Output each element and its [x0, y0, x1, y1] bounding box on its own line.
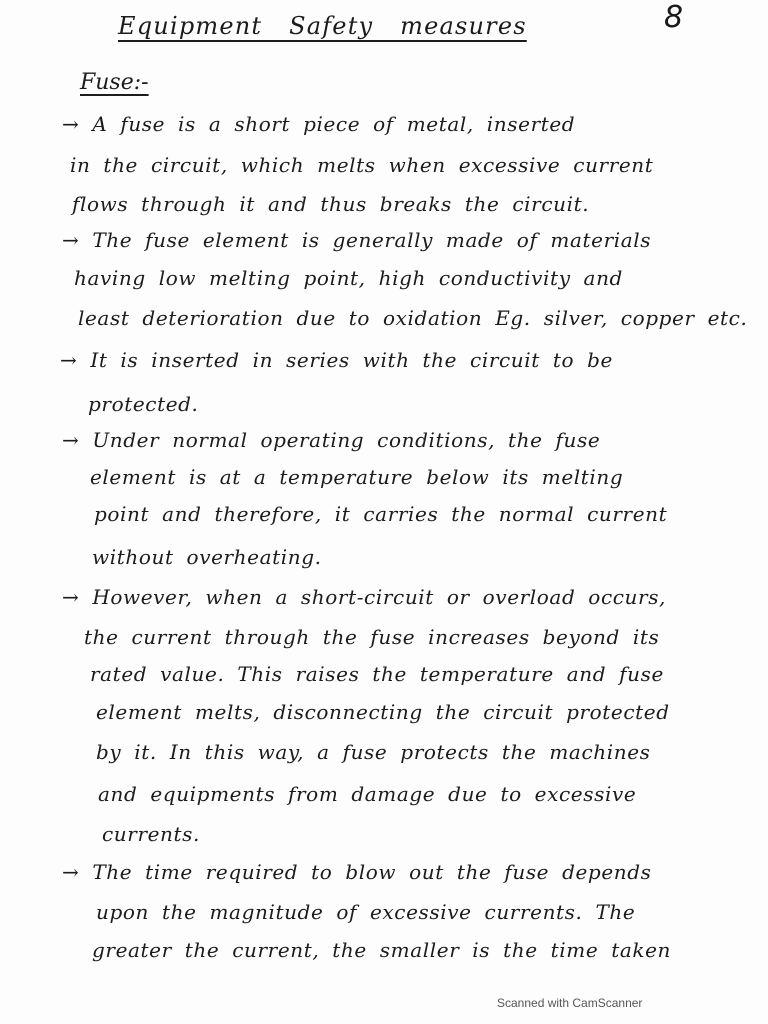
text-line: point and therefore, it carries the normal current: [94, 502, 668, 526]
section-heading-fuse: Fuse:-: [80, 70, 149, 95]
text-line: without overheating.: [92, 545, 322, 569]
text-line: → The fuse element is generally made of materials: [62, 228, 652, 252]
text-line: → The time required to blow out the fuse depends: [62, 860, 652, 884]
text-line: in the circuit, which melts when excessive current: [70, 153, 654, 177]
text-line: flows through it and thus breaks the circuit.: [72, 192, 590, 216]
text-line: → Under normal operating conditions, the fuse: [62, 428, 601, 452]
page-number: 8: [664, 0, 684, 35]
scanner-watermark: Scanned with CamScanner: [497, 996, 643, 1010]
text-line: by it. In this way, a fuse protects the machines: [96, 740, 651, 764]
text-line: → A fuse is a short piece of metal, inserted: [62, 112, 576, 136]
text-line: element melts, disconnecting the circuit protected: [96, 700, 670, 724]
text-line: having low melting point, high conductivity and: [74, 266, 623, 290]
page-title: Equipment Safety measures: [118, 12, 527, 40]
text-line: currents.: [102, 822, 200, 846]
text-line: → However, when a short-circuit or overload occurs,: [62, 585, 667, 609]
text-line: protected.: [88, 392, 199, 416]
text-line: upon the magnitude of excessive currents. The: [96, 900, 636, 924]
text-line: the current through the fuse increases beyond its: [84, 625, 660, 649]
text-line: and equipments from damage due to excessive: [98, 782, 637, 806]
text-line: → It is inserted in series with the circuit to be: [60, 348, 613, 372]
text-line: greater the current, the smaller is the time taken: [92, 938, 672, 962]
text-line: rated value. This raises the temperature and fuse: [90, 662, 664, 686]
text-line: least deterioration due to oxidation Eg. silver, copper etc.: [78, 306, 748, 330]
text-line: element is at a temperature below its melting: [90, 465, 624, 489]
